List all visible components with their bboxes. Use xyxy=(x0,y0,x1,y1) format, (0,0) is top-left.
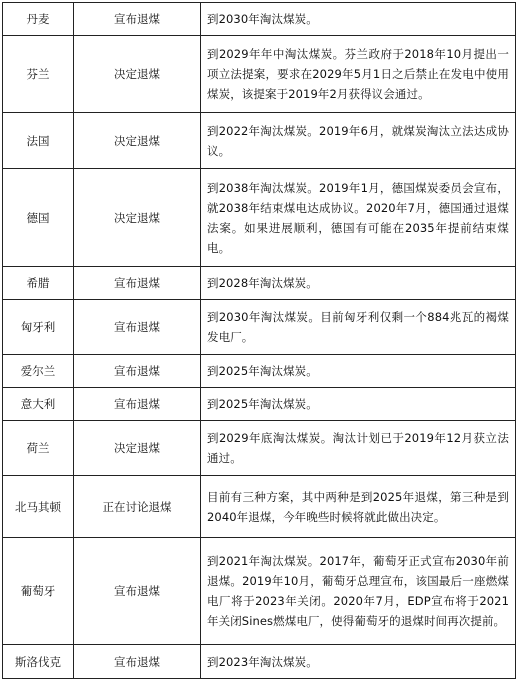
status-cell: 决定退煤 xyxy=(74,421,201,476)
table-row xyxy=(3,300,516,355)
status-cell: 决定退煤 xyxy=(74,169,201,267)
table-row xyxy=(3,355,516,388)
country-cell: 葡萄牙 xyxy=(3,538,74,645)
country-cell: 意大利 xyxy=(3,388,74,421)
country-cell: 丹麦 xyxy=(3,3,74,36)
table-row xyxy=(3,476,516,538)
country-cell: 芬兰 xyxy=(3,36,74,113)
status-cell: 决定退煤 xyxy=(74,36,201,113)
table-row xyxy=(3,3,516,36)
table-row xyxy=(3,388,516,421)
description-cell: 到2025年淘汰煤炭。 xyxy=(201,355,516,388)
status-cell: 宣布退煤 xyxy=(74,538,201,645)
country-cell: 法国 xyxy=(3,113,74,169)
country-cell: 希腊 xyxy=(3,267,74,300)
table-row xyxy=(3,538,516,645)
description-cell: 到2030年淘汰煤炭。目前匈牙利仅剩一个884兆瓦的褐煤发电厂。 xyxy=(201,300,516,355)
table-row xyxy=(3,113,516,169)
country-cell: 北马其顿 xyxy=(3,476,74,538)
description-cell: 到2030年淘汰煤炭。 xyxy=(201,3,516,36)
status-cell: 宣布退煤 xyxy=(74,645,201,679)
status-cell: 宣布退煤 xyxy=(74,355,201,388)
description-cell: 到2038年淘汰煤炭。2019年1月，德国煤炭委员会宣布，就2038年结束煤电达成协议。2020年7月，德国通过退煤法案。如果进展顺利，德国有可能在2035年提前结束煤电。 xyxy=(201,169,516,267)
description-cell: 目前有三种方案，其中两种是到2025年退煤，第三种是到2040年退煤，今年晚些时候将就此做出决定。 xyxy=(201,476,516,538)
country-cell: 荷兰 xyxy=(3,421,74,476)
table-row xyxy=(3,421,516,476)
country-cell: 爱尔兰 xyxy=(3,355,74,388)
coal-phaseout-table xyxy=(2,2,516,679)
status-cell: 决定退煤 xyxy=(74,113,201,169)
description-cell: 到2022年淘汰煤炭。2019年6月，就煤炭淘汰立法达成协议。 xyxy=(201,113,516,169)
description-cell: 到2028年淘汰煤炭。 xyxy=(201,267,516,300)
country-cell: 斯洛伐克 xyxy=(3,645,74,679)
status-cell: 正在讨论退煤 xyxy=(74,476,201,538)
table-row xyxy=(3,645,516,679)
status-cell: 宣布退煤 xyxy=(74,300,201,355)
country-cell: 匈牙利 xyxy=(3,300,74,355)
country-cell: 德国 xyxy=(3,169,74,267)
description-cell: 到2029年底淘汰煤炭。淘汰计划已于2019年12月获立法通过。 xyxy=(201,421,516,476)
status-cell: 宣布退煤 xyxy=(74,388,201,421)
description-cell: 到2029年年中淘汰煤炭。芬兰政府于2018年10月提出一项立法提案，要求在2029年5月1日之后禁止在发电中使用煤炭，该提案于2019年2月获得议会通过。 xyxy=(201,36,516,113)
table-row xyxy=(3,267,516,300)
status-cell: 宣布退煤 xyxy=(74,267,201,300)
description-cell: 到2021年淘汰煤炭。2017年，葡萄牙正式宣布2030年前退煤。2019年10月，葡萄牙总理宣布，该国最后一座燃煤电厂将于2023年关闭。2020年7月，EDP宣布将于2021年关闭Sines燃煤电厂，使得葡萄牙的退煤时间再次提前。 xyxy=(201,538,516,645)
description-cell: 到2025年淘汰煤炭。 xyxy=(201,388,516,421)
table-row xyxy=(3,36,516,113)
status-cell: 宣布退煤 xyxy=(74,3,201,36)
table-row xyxy=(3,169,516,267)
description-cell: 到2023年淘汰煤炭。 xyxy=(201,645,516,679)
